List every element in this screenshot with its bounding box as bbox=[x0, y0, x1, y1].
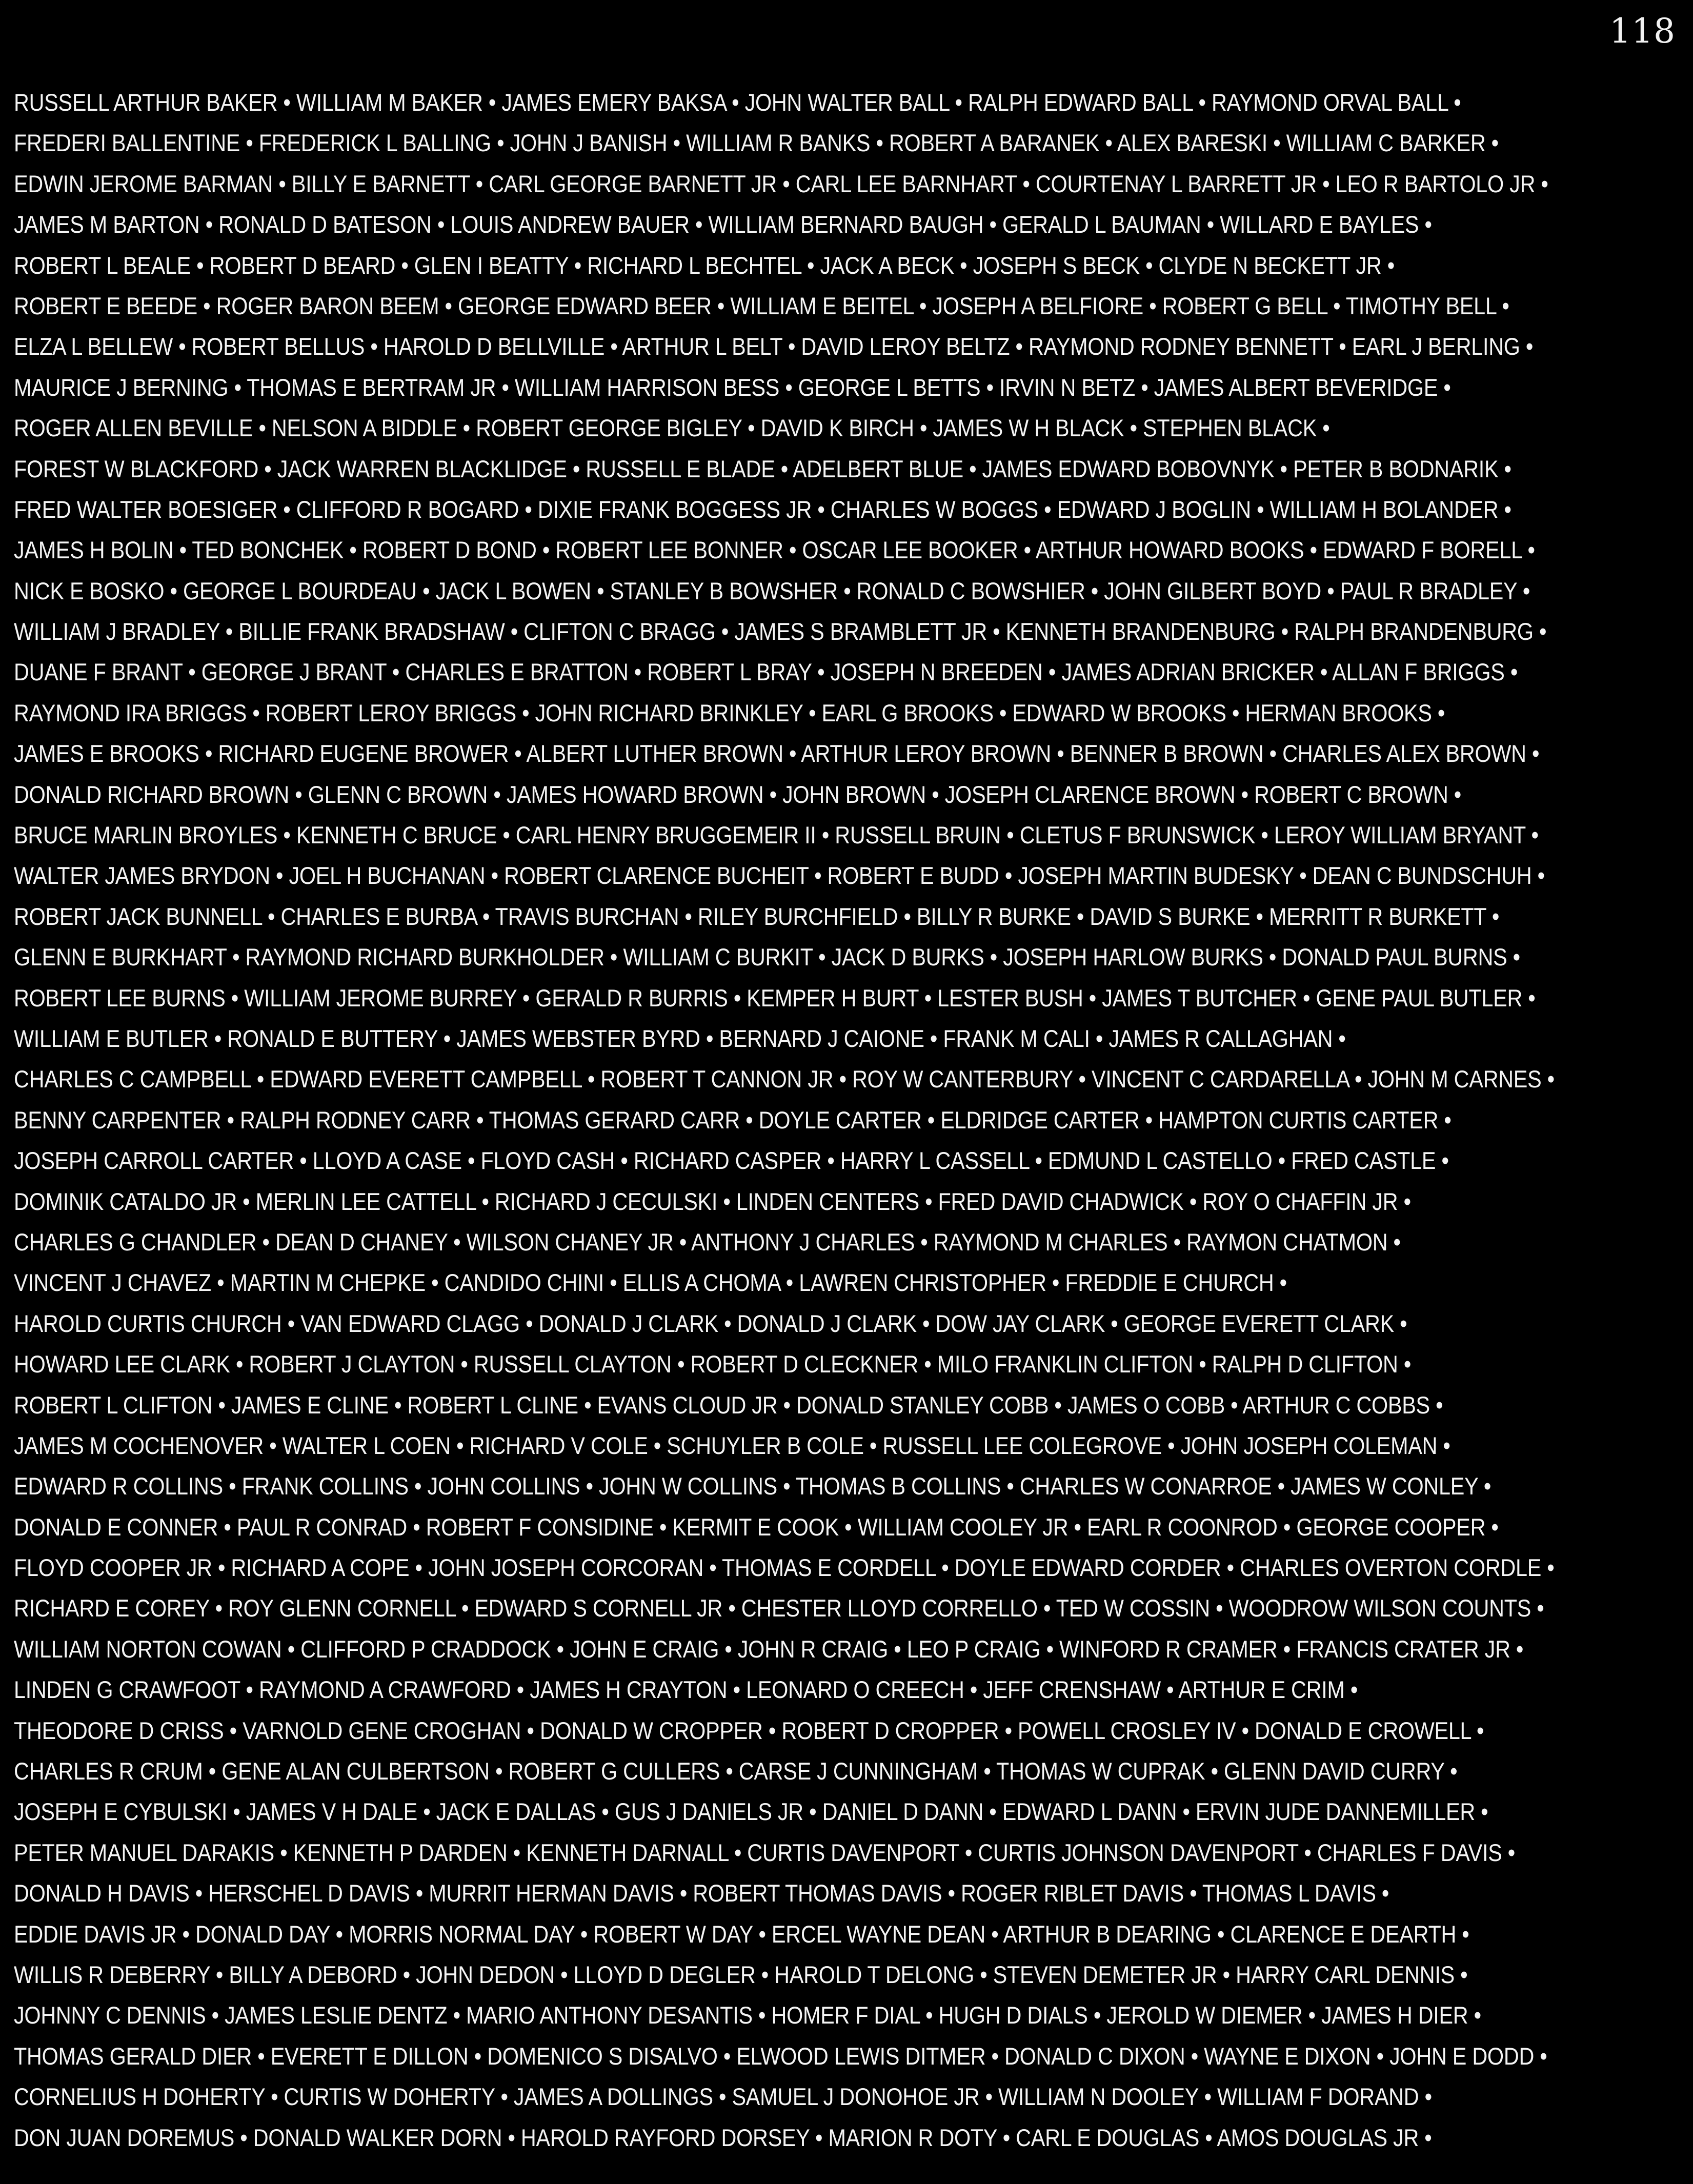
name-line: DONALD E CONNER • PAUL R CONRAD • ROBERT F CONSIDINE • KERMIT E COOK • WILLIAM COOLEY JR • EARL R COONROD • GEORGE COOPER • bbox=[14, 1513, 1499, 1541]
name-line: EDDIE DAVIS JR • DONALD DAY • MORRIS NORMAL DAY • ROBERT W DAY • ERCEL WAYNE DEAN • ARTHUR B DEARING • CLARENCE E DEARTH • bbox=[14, 1920, 1469, 1948]
name-line: FREDERI BALLENTINE • FREDERICK L BALLING • JOHN J BANISH • WILLIAM R BANKS • ROBERT A BARANEK • ALEX BARESKI • WILLIAM C BARKER • bbox=[14, 129, 1499, 157]
name-line: DON JUAN DOREMUS • DONALD WALKER DORN • HAROLD RAYFORD DORSEY • MARION R DOTY • CARL E DOUGLAS • AMOS DOUGLAS JR • bbox=[14, 2124, 1432, 2151]
names-list bbox=[14, 82, 1680, 2158]
name-line: FLOYD COOPER JR • RICHARD A COPE • JOHN JOSEPH CORCORAN • THOMAS E CORDELL • DOYLE EDWARD CORDER • CHARLES OVERTON CORDLE • bbox=[14, 1554, 1555, 1582]
name-line: RAYMOND IRA BRIGGS • ROBERT LEROY BRIGGS • JOHN RICHARD BRINKLEY • EARL G BROOKS • EDWARD W BROOKS • HERMAN BROOKS • bbox=[14, 699, 1445, 726]
name-line: THEODORE D CRISS • VARNOLD GENE CROGHAN • DONALD W CROPPER • ROBERT D CROPPER • POWELL CROSLEY IV • DONALD E CROWELL • bbox=[14, 1716, 1484, 1744]
name-line: BRUCE MARLIN BROYLES • KENNETH C BRUCE • CARL HENRY BRUGGEMEIR II • RUSSELL BRUIN • CLETUS F BRUNSWICK • LEROY WILLIAM BRYANT • bbox=[14, 821, 1539, 849]
name-line: HOWARD LEE CLARK • ROBERT J CLAYTON • RUSSELL CLAYTON • ROBERT D CLECKNER • MILO FRANKLIN CLIFTON • RALPH D CLIFTON • bbox=[14, 1350, 1412, 1378]
name-line: EDWIN JEROME BARMAN • BILLY E BARNETT • CARL GEORGE BARNETT JR • CARL LEE BARNHART • COURTENAY L BARRETT JR • LEO R BARTOLO JR • bbox=[14, 170, 1548, 197]
name-line: EDWARD R COLLINS • FRANK COLLINS • JOHN COLLINS • JOHN W COLLINS • THOMAS B COLLINS • CHARLES W CONARROE • JAMES W CONLEY • bbox=[14, 1472, 1492, 1500]
name-line: MAURICE J BERNING • THOMAS E BERTRAM JR • WILLIAM HARRISON BESS • GEORGE L BETTS • IRVIN N BETZ • JAMES ALBERT BEVERIDGE • bbox=[14, 373, 1451, 401]
name-line: DOMINIK CATALDO JR • MERLIN LEE CATTELL • RICHARD J CECULSKI • LINDEN CENTERS • FRED DAVID CHADWICK • ROY O CHAFFIN JR • bbox=[14, 1187, 1411, 1215]
name-line: WILLIAM J BRADLEY • BILLIE FRANK BRADSHAW • CLIFTON C BRAGG • JAMES S BRAMBLETT JR • KENNETH BRANDENBURG • RALPH BRANDENBURG • bbox=[14, 618, 1547, 645]
name-line: JAMES M BARTON • RONALD D BATESON • LOUIS ANDREW BAUER • WILLIAM BERNARD BAUGH • GERALD L BAUMAN • WILLARD E BAYLES • bbox=[14, 211, 1432, 238]
name-line: WILLIS R DEBERRY • BILLY A DEBORD • JOHN DEDON • LLOYD D DEGLER • HAROLD T DELONG • STEVEN DEMETER JR • HARRY CARL DENNIS • bbox=[14, 1960, 1468, 1988]
name-line: JOSEPH E CYBULSKI • JAMES V H DALE • JACK E DALLAS • GUS J DANIELS JR • DANIEL D DANN • EDWARD L DANN • ERVIN JUDE DANNEMILLER • bbox=[14, 1798, 1488, 1826]
name-line: THOMAS GERALD DIER • EVERETT E DILLON • DOMENICO S DISALVO • ELWOOD LEWIS DITMER • DONALD C DIXON • WAYNE E DIXON • JOHN E DODD • bbox=[14, 2042, 1547, 2070]
name-line: FRED WALTER BOESIGER • CLIFFORD R BOGARD • DIXIE FRANK BOGGESS JR • CHARLES W BOGGS • EDWARD J BOGLIN • WILLIAM H BOLANDER • bbox=[14, 495, 1511, 523]
name-line: LINDEN G CRAWFOOT • RAYMOND A CRAWFORD • JAMES H CRAYTON • LEONARD O CREECH • JEFF CRENSHAW • ARTHUR E CRIM • bbox=[14, 1676, 1358, 1704]
name-line: ROGER ALLEN BEVILLE • NELSON A BIDDLE • ROBERT GEORGE BIGLEY • DAVID K BIRCH • JAMES W H BLACK • STEPHEN BLACK • bbox=[14, 414, 1330, 442]
name-line: CHARLES R CRUM • GENE ALAN CULBERTSON • ROBERT G CULLERS • CARSE J CUNNINGHAM • THOMAS W CUPRAK • GLENN DAVID CURRY • bbox=[14, 1757, 1458, 1785]
name-line: ROBERT LEE BURNS • WILLIAM JEROME BURREY • GERALD R BURRIS • KEMPER H BURT • LESTER BUSH • JAMES T BUTCHER • GENE PAUL BUTLER • bbox=[14, 984, 1536, 1012]
name-line: JAMES M COCHENOVER • WALTER L COEN • RICHARD V COLE • SCHUYLER B COLE • RUSSELL LEE COLEGROVE • JOHN JOSEPH COLEMAN • bbox=[14, 1431, 1450, 1459]
name-line: CORNELIUS H DOHERTY • CURTIS W DOHERTY • JAMES A DOLLINGS • SAMUEL J DONOHOE JR • WILLIAM N DOOLEY • WILLIAM F DORAND • bbox=[14, 2083, 1432, 2111]
name-line: DUANE F BRANT • GEORGE J BRANT • CHARLES E BRATTON • ROBERT L BRAY • JOSEPH N BREEDEN • JAMES ADRIAN BRICKER • ALLAN F BRIGGS • bbox=[14, 658, 1518, 686]
name-line: VINCENT J CHAVEZ • MARTIN M CHEPKE • CANDIDO CHINI • ELLIS A CHOMA • LAWREN CHRISTOPHER • FREDDIE E CHURCH • bbox=[14, 1269, 1287, 1297]
name-line: CHARLES C CAMPBELL • EDWARD EVERETT CAMPBELL • ROBERT T CANNON JR • ROY W CANTERBURY • VINCENT C CARDARELLA • JOHN M CARNES • bbox=[14, 1065, 1555, 1093]
name-line: ELZA L BELLEW • ROBERT BELLUS • HAROLD D BELLVILLE • ARTHUR L BELT • DAVID LEROY BELTZ • RAYMOND RODNEY BENNETT • EARL J BERLING • bbox=[14, 333, 1534, 360]
name-line: NICK E BOSKO • GEORGE L BOURDEAU • JACK L BOWEN • STANLEY B BOWSHER • RONALD C BOWSHIER • JOHN GILBERT BOYD • PAUL R BRADLEY • bbox=[14, 577, 1530, 604]
name-line: DONALD H DAVIS • HERSCHEL D DAVIS • MURRIT HERMAN DAVIS • ROBERT THOMAS DAVIS • ROGER RIBLET DAVIS • THOMAS L DAVIS • bbox=[14, 1879, 1389, 1907]
name-line: WILLIAM E BUTLER • RONALD E BUTTERY • JAMES WEBSTER BYRD • BERNARD J CAIONE • FRANK M CALI • JAMES R CALLAGHAN • bbox=[14, 1024, 1346, 1052]
name-line: WILLIAM NORTON COWAN • CLIFFORD P CRADDOCK • JOHN E CRAIG • JOHN R CRAIG • LEO P CRAIG • WINFORD R CRAMER • FRANCIS CRATER JR • bbox=[14, 1635, 1524, 1663]
name-line: ROBERT JACK BUNNELL • CHARLES E BURBA • TRAVIS BURCHAN • RILEY BURCHFIELD • BILLY R BURKE • DAVID S BURKE • MERRITT R BURKETT • bbox=[14, 902, 1500, 930]
name-line: RICHARD E COREY • ROY GLENN CORNELL • EDWARD S CORNELL JR • CHESTER LLOYD CORRELLO • TED W COSSIN • WOODROW WILSON COUNTS • bbox=[14, 1594, 1544, 1622]
name-line: WALTER JAMES BRYDON • JOEL H BUCHANAN • ROBERT CLARENCE BUCHEIT • ROBERT E BUDD • JOSEPH MARTIN BUDESKY • DEAN C BUNDSCHUH • bbox=[14, 862, 1545, 889]
name-line: JOHNNY C DENNIS • JAMES LESLIE DENTZ • MARIO ANTHONY DESANTIS • HOMER F DIAL • HUGH D DIALS • JEROLD W DIEMER • JAMES H DIER • bbox=[14, 2001, 1481, 2029]
name-line: ROBERT E BEEDE • ROGER BARON BEEM • GEORGE EDWARD BEER • WILLIAM E BEITEL • JOSEPH A BELFIORE • ROBERT G BELL • TIMOTHY BELL • bbox=[14, 292, 1509, 319]
name-line: ROBERT L BEALE • ROBERT D BEARD • GLEN I BEATTY • RICHARD L BECHTEL • JACK A BECK • JOSEPH S BECK • CLYDE N BECKETT JR • bbox=[14, 251, 1395, 279]
name-line: JOSEPH CARROLL CARTER • LLOYD A CASE • FLOYD CASH • RICHARD CASPER • HARRY L CASSELL • EDMUND L CASTELLO • FRED CASTLE • bbox=[14, 1147, 1449, 1175]
name-line: JAMES E BROOKS • RICHARD EUGENE BROWER • ALBERT LUTHER BROWN • ARTHUR LEROY BROWN • BENNER B BROWN • CHARLES ALEX BROWN • bbox=[14, 740, 1540, 767]
name-line: HAROLD CURTIS CHURCH • VAN EDWARD CLAGG • DONALD J CLARK • DONALD J CLARK • DOW JAY CLARK • GEORGE EVERETT CLARK • bbox=[14, 1309, 1407, 1337]
name-line: ROBERT L CLIFTON • JAMES E CLINE • ROBERT L CLINE • EVANS CLOUD JR • DONALD STANLEY COBB • JAMES O COBB • ARTHUR C COBBS • bbox=[14, 1391, 1443, 1419]
name-line: GLENN E BURKHART • RAYMOND RICHARD BURKHOLDER • WILLIAM C BURKIT • JACK D BURKS • JOSEPH HARLOW BURKS • DONALD PAUL BURNS • bbox=[14, 943, 1520, 971]
name-line: PETER MANUEL DARAKIS • KENNETH P DARDEN • KENNETH DARNALL • CURTIS DAVENPORT • CURTIS JOHNSON DAVENPORT • CHARLES F DAVIS • bbox=[14, 1838, 1515, 1866]
name-line: DONALD RICHARD BROWN • GLENN C BROWN • JAMES HOWARD BROWN • JOHN BROWN • JOSEPH CLARENCE BROWN • ROBERT C BROWN • bbox=[14, 780, 1462, 808]
name-line: JAMES H BOLIN • TED BONCHEK • ROBERT D BOND • ROBERT LEE BONNER • OSCAR LEE BOOKER • ARTHUR HOWARD BOOKS • EDWARD F BORELL • bbox=[14, 536, 1535, 564]
name-line: FOREST W BLACKFORD • JACK WARREN BLACKLIDGE • RUSSELL E BLADE • ADELBERT BLUE • JAMES EDWARD BOBOVNYK • PETER B BODNARIK • bbox=[14, 455, 1511, 482]
name-line: BENNY CARPENTER • RALPH RODNEY CARR • THOMAS GERARD CARR • DOYLE CARTER • ELDRIDGE CARTER • HAMPTON CURTIS CARTER • bbox=[14, 1106, 1452, 1134]
name-line: CHARLES G CHANDLER • DEAN D CHANEY • WILSON CHANEY JR • ANTHONY J CHARLES • RAYMOND M CHARLES • RAYMON CHATMON • bbox=[14, 1228, 1401, 1256]
page-number: 118 bbox=[1609, 11, 1676, 51]
name-line: RUSSELL ARTHUR BAKER • WILLIAM M BAKER • JAMES EMERY BAKSA • JOHN WALTER BALL • RALPH EDWARD BALL • RAYMOND ORVAL BALL • bbox=[14, 89, 1461, 116]
